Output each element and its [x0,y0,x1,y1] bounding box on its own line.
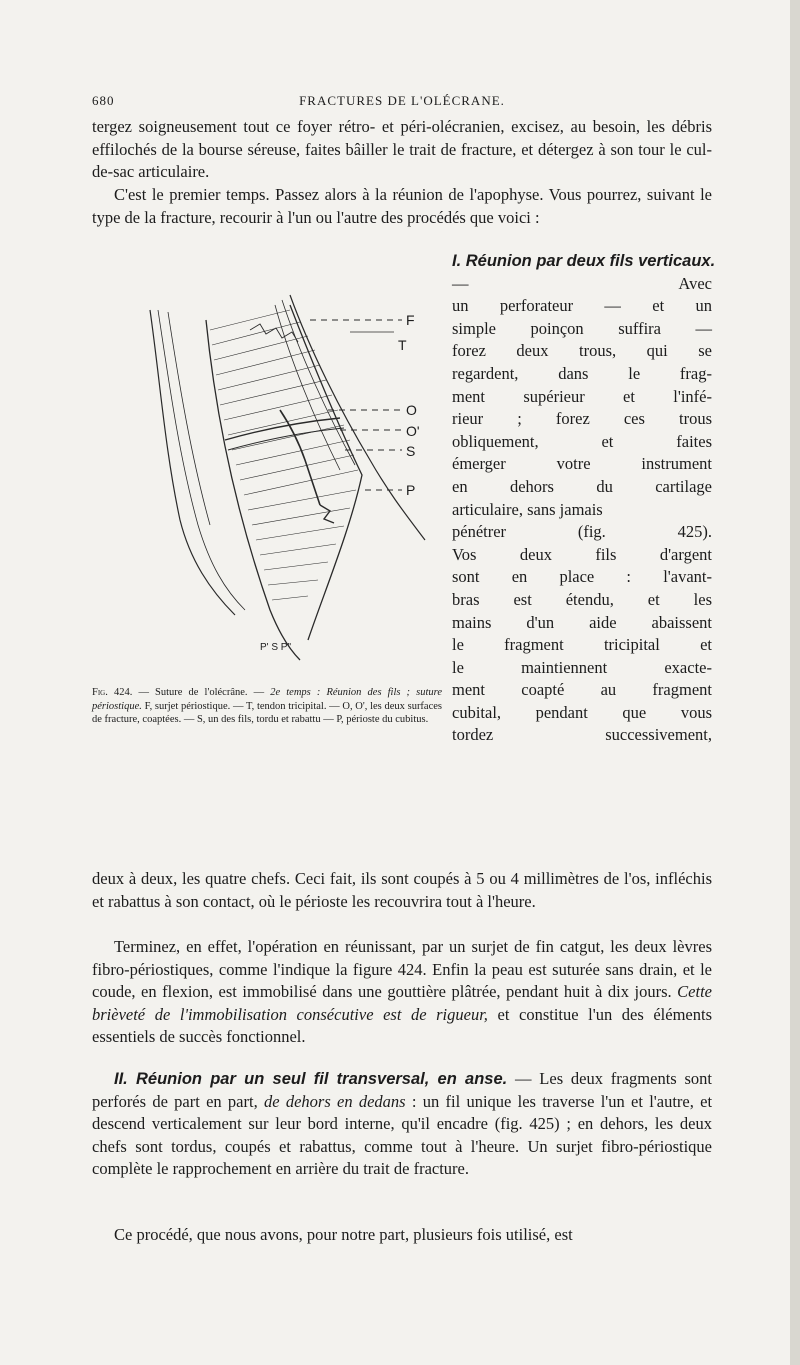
paragraph-2 [92,184,712,229]
paragraph-6-text: Ce procédé, que nous avons, pour notre part, plusieurs fois utilisé, est [114,1225,573,1244]
section-1-line: Vos deux fils d'argent [452,544,712,564]
caption-legend: F, surjet périostique. — T, tendon tricipital. — O, O', les deux surfaces de fracture, coaptées. — S, un des fils, tordu et rabattu — P, périoste du cubitus. [92,700,442,725]
paragraph-4-italic: Cette brièveté de l'immobilisation consécutive est de rigueur, [92,982,712,1024]
section-1-line: un perforateur — et un [452,296,712,316]
section-1-line: forez deux trous, qui se [452,341,712,361]
figure-label-t: T [398,337,407,353]
caption-figure-number: Fig. 424. [92,687,133,698]
section-2-italic: de dehors en dedans [263,1091,406,1111]
paragraph-4-text-a: Terminez, en effet, l'opération en réunissant, par un surjet de fin catgut, les deux lèvres fibro-périostiques, comme l'indique la figure 424. Enfin la peau est suturée sans drain, et le coude, en flexion, est immobilisé dans une gouttière plâtrée, pendant huit à dix jours. [92,937,712,1002]
section-2-text-b: : un fil unique les traverse l'un et l'autre, et descend verticalement sur leur bord interne, qu'il encadre (fig. 425) ; en dehors, les deux chefs sont tordus, coupés et rabattus, comme tout à l'heure. Un surjet fibro-périostique complète le rapprochement en arrière du trait de fracture. [92,1091,713,1179]
section-1-heading-line [452,250,716,273]
section-1-line: pénétrer (fig. 425). [452,522,712,542]
section-1-line: cubital, pendant que vous [452,702,712,722]
paragraph-4-text-b: et constitue l'un des éléments essentiels de succès fonctionnel. [92,1004,712,1047]
section-1-line: articulaire, sans jamais [452,499,603,519]
section-1-line: rieur ; forez ces trous [452,409,712,429]
section-1-line: regardent, dans le frag- [452,363,712,383]
section-1-line: le maintiennent exacte- [452,657,712,677]
paragraph-6 [92,1224,712,1247]
figure-drawing [150,295,425,660]
section-1-line: sont en place : l'avant- [452,567,712,587]
figure-424 [140,290,440,670]
figure-caption [92,686,442,727]
section-1-title: I. Réunion par deux fils verticaux. [452,252,716,270]
paragraph-2-text: C'est le premier temps. Passez alors à la réunion de l'apophyse. Vous pourrez, suivant le type de la fracture, recourir à l'un ou l'autre des procédés que voici : [92,185,712,227]
caption-italic: 2e temps : Réunion des fils ; suture périostique. [92,687,443,712]
section-2 [92,1068,712,1181]
page-edge [790,0,800,1365]
figure-label-s: S [406,443,416,459]
paragraph-4 [92,936,712,1049]
section-1-column [452,250,716,747]
figure-label-f: F [406,312,415,328]
figure-label-o-prime: O' [406,423,420,439]
section-1-line: tordez successivement, [452,725,712,745]
section-1-line: — Avec [452,273,712,293]
section-1-line: obliquement, et faites [452,431,712,451]
section-1-line: bras est étendu, et les [452,589,712,609]
section-1-line: mains d'un aide abaissent [452,612,712,632]
page-number: 680 [92,93,115,108]
running-header [92,93,712,113]
figure-label-p: P [406,482,416,498]
section-1-line: le fragment tricipital et [452,635,712,655]
running-title: FRACTURES DE L'OLÉCRANE. [299,93,505,108]
section-1-line: simple poinçon suffira — [452,318,712,338]
paragraph-3: deux à deux, les quatre chefs. Ceci fait, ils sont coupés à 5 ou 4 millimètres de l'os, infléchis et rabattus à son contact, où le périoste les recouvrira tout à l'heure. [92,869,712,911]
section-1-line: ment coapté au fragment [452,680,712,700]
paragraph-1: tergez soigneusement tout ce foyer rétro- et péri-olécranien, excisez, au besoin, les débris effilochés de la bourse séreuse, faites bâiller le trait de fracture, et détergez à son tour le cul-de-sac articulaire. [92,117,712,182]
section-2-title: II. Réunion par un seul fil transversal, en anse. [114,1070,508,1088]
section-2-text-a: — Les deux fragments sont perforés de part en part, [92,1069,712,1111]
section-1-line: émerger votre instrument [452,454,712,474]
figure-label-bottom: P' S P" [260,642,292,653]
figure-label-o: O [406,402,417,418]
figure-labels [260,312,420,653]
section-1-line: en dehors du cartilage [452,476,712,496]
section-1-line: ment supérieur et l'infé- [452,386,712,406]
caption-title: — Suture de l'olécrâne. — [138,687,265,698]
